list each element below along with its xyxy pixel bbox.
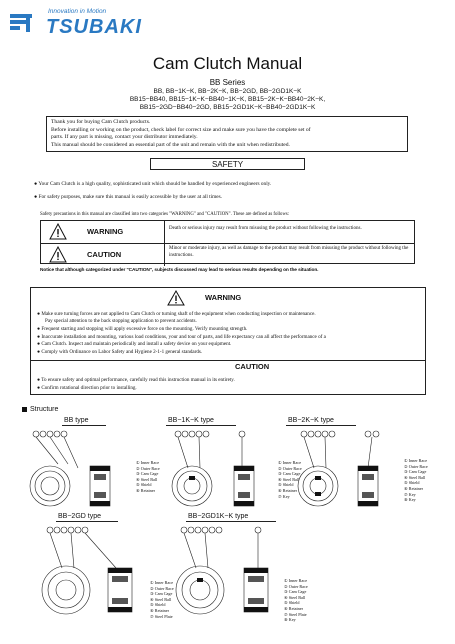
warning-triangle-icon [167,290,185,306]
thanks-line: Thank you for buying Cam Clutch products. [51,119,151,125]
bb-2gd-type-legend: ① Inner Race ② Outer Race ③ Cam Cage ④ Steel Ball ⑤ Shield ⑥ Retainer ⑦ Steel Plate [150,580,174,619]
warning-item: ● Make sure turning forces are not applied to Cam Clutch or turning shaft of the equipment when conducting inspection or maintenance. [37,311,316,317]
bb-2k-k-type-legend: ① Inner Race ② Outer Race ③ Cam Cage ④ Steel Ball ⑤ Shield ⑥ Retainer ⑦ Key ⑧ Key [404,458,428,503]
bb-2k-k-type-diagram-icon [296,428,406,528]
warning-item: ● Cam Clutch. Inspect and maintain periodically and install a safety device on your equipment. [37,341,232,347]
definition-label-cell [41,244,165,266]
warning-item: ● Inaccurate installation and mounting, various load conditions, your and tour of parts, and life expectancy can all affect the performance of a [37,334,326,340]
thanks-line: Before installing or working on the product, check label for correct size and make sure you have the complete set of [51,126,311,133]
type-label-bb-1k-k: BB−1K−K type [166,416,236,426]
definitions-table [40,220,415,264]
series-title: BB Series [209,78,246,87]
model-line-2: BB15−BB40, BB15−1K−K−BB40−1K−K, BB15−2K−K−BB40−2K−K, [129,96,326,103]
bb-2gd1k-k-type-legend: ① Inner Race ② Outer Race ③ Cam Cage ④ Steel Ball ⑤ Shield ⑥ Retainer ⑦ Steel Plate ⑧ Key [284,578,308,623]
brand-header [8,8,158,40]
warning-item: ● Comply with Ordinance on Labor Safety and Hygiene 2-1-1 general standards. [37,349,203,355]
warning-caution-box [30,287,426,395]
safety-bullet: ● Your Cam Clutch is a high quality, sophisticated unit which should be handled by experienced engineers only. [34,181,272,187]
thanks-line: This manual should be considered an essential part of the unit and remain with the unit when redistributed. [51,141,290,148]
tsubaki-logo-icon [8,10,42,34]
caution-triangle-icon [49,246,67,263]
safety-bullet: ● For safety purposes, make sure this manual is easily accessible by the user at all times. [34,194,222,200]
definition-row-caution [41,243,414,265]
caution-notice: Notice that although categorized under "CAUTION", subjects discussed may lead to serious results depending on the situation. [40,268,319,273]
warning-definition: Death or serious injury may result from misusing the product without following the instructions. [169,226,362,231]
document-title: Cam Clutch Manual [152,54,303,73]
structure-heading: Structure [22,406,58,413]
warning-box-label: WARNING [205,293,242,302]
type-label-bb-2gd: BB−2GD type [56,512,118,522]
safety-banner: SAFETY [150,158,305,170]
warning-label: WARNING [87,227,124,236]
definition-row-warning [41,221,414,243]
warning-triangle-icon [49,223,67,240]
type-label-bb-2gd1k-k: BB−2GD1K−K type [186,512,276,522]
warning-item: Pay special attention to the back stopping application to prevent accidents. [45,318,197,324]
definition-label-cell [41,221,165,243]
caution-definition: Minor or moderate injury, as well as damage to the product may result from misusing the product without following the instructions. [169,246,409,258]
brand-name: TSUBAKI [46,16,142,38]
warning-header [31,288,425,308]
brand-tagline: Innovation in Motion [48,8,107,15]
type-label-bb: BB type [62,416,106,426]
caution-label: CAUTION [87,250,122,259]
caution-item: ● Confirm rotational direction prior to installing. [37,385,137,391]
bb-type-legend: ① Inner Race ② Outer Race ③ Cam Cage ④ Steel Ball ⑤ Shield ⑥ Retainer [136,460,160,493]
caution-header [31,360,425,372]
square-bullet-icon [22,407,27,412]
thanks-box [46,116,408,152]
model-line-3: BB15−2GD−BB40−2GD, BB15−2GD1K−K−BB40−2GD1K−K [139,104,316,111]
bb-1k-k-type-legend: ① Inner Race ② Outer Race ③ Cam Cage ④ Steel Ball ⑤ Shield ⑥ Retainer ⑦ Key [278,460,302,499]
caution-item: ● To ensure safety and optimal performance, carefully read this instruction manual in its entirety. [37,377,235,383]
bb-2gd1k-k-type-diagram-icon [174,524,284,636]
warning-item: ● Frequent starting and stopping will apply excessive force on the mounting. Verify mounting strength. [37,326,248,332]
type-label-bb-2k-k: BB−2K−K type [286,416,356,426]
safety-intro: Safety precautions in this manual are classified into two categories "WARNING" and "CAUTION". These are defined as follows: [40,212,290,217]
thanks-line: parts. If any part is missing, contact your distributor immediately. [51,134,198,140]
model-line-1: BB, BB−1K−K, BB−2K−K, BB−2GD, BB−2GD1K−K [153,88,302,95]
caution-box-label: CAUTION [235,362,270,371]
bb-2gd-type-diagram-icon [40,524,150,636]
